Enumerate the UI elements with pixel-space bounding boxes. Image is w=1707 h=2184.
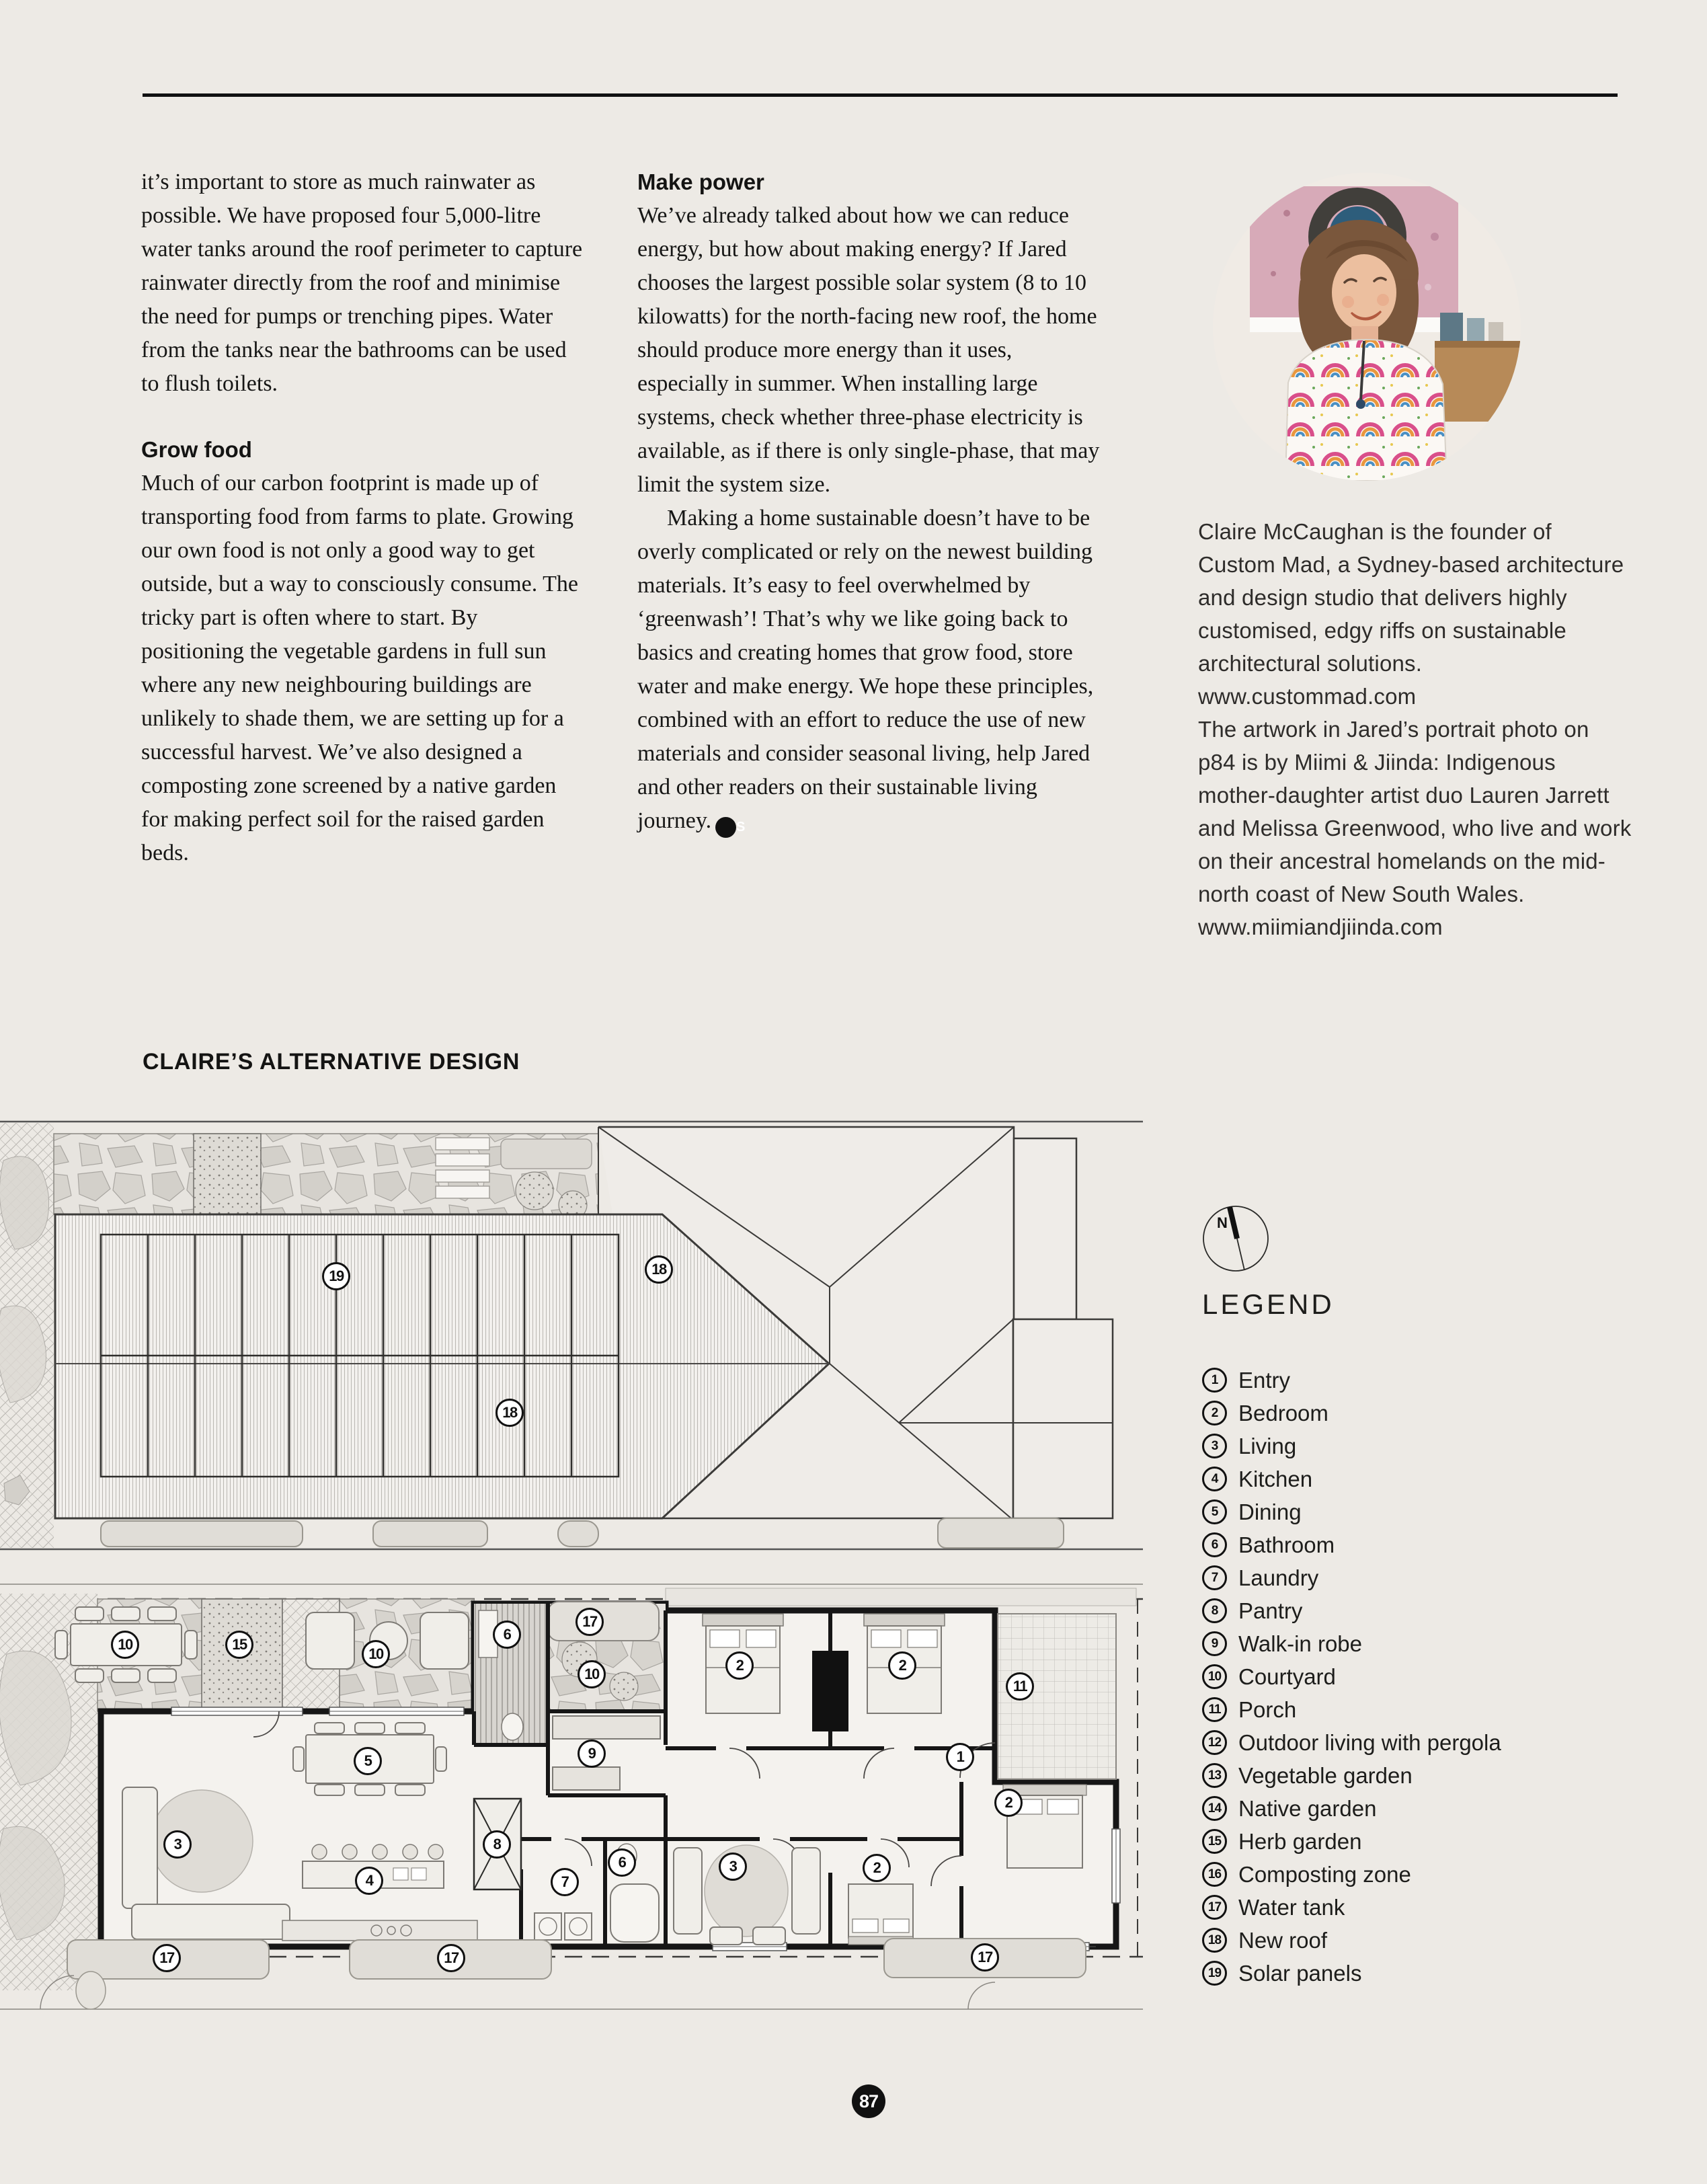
plan-marker-19: 19 bbox=[322, 1262, 350, 1290]
legend-item-laundry bbox=[1202, 1561, 1673, 1594]
page-number-badge: 87 bbox=[852, 2084, 885, 2118]
legend-item-new-roof bbox=[1202, 1924, 1673, 1957]
legend-number-badge: 13 bbox=[1202, 1763, 1227, 1788]
roof-plan bbox=[0, 1107, 1143, 1560]
legend-item-courtyard bbox=[1202, 1660, 1673, 1693]
article-column-1 bbox=[141, 165, 584, 870]
legend-number-badge: 15 bbox=[1202, 1829, 1227, 1854]
legend-item-vegetable-garden bbox=[1202, 1759, 1673, 1792]
plan-marker-8: 8 bbox=[483, 1830, 511, 1859]
legend-title: LEGEND bbox=[1202, 1288, 1335, 1320]
plan-marker-18: 18 bbox=[495, 1399, 524, 1427]
legend-label: Kitchen bbox=[1238, 1466, 1313, 1491]
plan-marker-2: 2 bbox=[994, 1789, 1023, 1817]
legend-number-badge: 10 bbox=[1202, 1664, 1227, 1689]
legend-label: Native garden bbox=[1238, 1795, 1377, 1821]
plan-marker-4: 4 bbox=[355, 1867, 383, 1895]
legend-number-badge: 18 bbox=[1202, 1928, 1227, 1953]
legend-label: Courtyard bbox=[1238, 1664, 1336, 1689]
legend-number-badge: 2 bbox=[1202, 1401, 1227, 1426]
plan-marker-10: 10 bbox=[111, 1631, 139, 1659]
legend-label: Porch bbox=[1238, 1696, 1297, 1722]
plan-marker-6: 6 bbox=[493, 1621, 521, 1649]
legend-label: Herb garden bbox=[1238, 1828, 1362, 1854]
legend-number-badge: 3 bbox=[1202, 1434, 1227, 1458]
heading-grow-food: Grow food bbox=[141, 437, 252, 462]
plan-marker-17: 17 bbox=[575, 1608, 604, 1636]
legend-number-badge: 16 bbox=[1202, 1862, 1227, 1887]
heading-make-power: Make power bbox=[637, 169, 764, 194]
legend-number-badge: 14 bbox=[1202, 1796, 1227, 1821]
legend-label: Entry bbox=[1238, 1367, 1291, 1393]
plan-marker-10: 10 bbox=[362, 1640, 390, 1668]
legend-item-outdoor-living-with-pergola bbox=[1202, 1726, 1673, 1759]
paragraph-grow-food: Much of our carbon footprint is made up of transporting food from farms to plate. Growing our own food is not only a good way to get outside, but a way to consciously consume. The tricky part is often where to start. By positioning the vegetable gardens in full sun where any new neighbouring buildings are unlikely to shade them, we are setting up for a successful harvest. We’ve also designed a composting zone screened by a native garden for making perfect soil for the raised garden beds. bbox=[141, 471, 578, 865]
compass-north-label: N bbox=[1217, 1214, 1228, 1231]
legend-label: Vegetable garden bbox=[1238, 1762, 1413, 1788]
legend-label: Pantry bbox=[1238, 1598, 1303, 1623]
plan-marker-2: 2 bbox=[863, 1854, 891, 1882]
legend-item-herb-garden bbox=[1202, 1825, 1673, 1858]
legend-item-porch bbox=[1202, 1693, 1673, 1726]
legend-item-solar-panels bbox=[1202, 1957, 1673, 1990]
legend-item-native-garden bbox=[1202, 1792, 1673, 1825]
claire-portrait-photo bbox=[1213, 173, 1521, 481]
paragraph-rainwater: it’s important to store as much rainwater as possible. We have proposed four 5,000-litre water tanks around the roof perimeter to capture rainwater directly from the roof and minimise the need for pumps or trenching pipes. Water from the tanks near the bathrooms can be used to flush toilets. bbox=[141, 169, 583, 396]
legend-item-walk-in-robe bbox=[1202, 1627, 1673, 1660]
paragraph-make-power: We’ve already talked about how we can reduce energy, but how about making energy? If Jared chooses the largest possible solar system (8 to 10 kilowatts) for the north-facing new roof, the home should produce more energy than it uses, especially in summer. When installing large systems, check whether three-phase electricity is available, as if there is only single-phase, that may limit the system size. bbox=[637, 203, 1100, 497]
legend-list bbox=[1202, 1364, 1673, 1990]
legend-number-badge: 11 bbox=[1202, 1697, 1227, 1722]
legend-item-bedroom bbox=[1202, 1397, 1673, 1430]
legend-number-badge: 9 bbox=[1202, 1631, 1227, 1656]
legend-number-badge: 8 bbox=[1202, 1598, 1227, 1623]
legend-label: Dining bbox=[1238, 1499, 1302, 1524]
legend-number-badge: 5 bbox=[1202, 1499, 1227, 1524]
plan-marker-15: 15 bbox=[225, 1631, 253, 1659]
legend-label: Outdoor living with pergola bbox=[1238, 1729, 1501, 1755]
legend-item-living bbox=[1202, 1430, 1673, 1462]
legend-label: Composting zone bbox=[1238, 1861, 1411, 1887]
bio-paragraph: Claire McCaughan is the founder of Custom Mad, a Sydney-based architecture and design studio that delivers highly customised, edgy riffs on sustainable architectural solutions. www.custommad.com bbox=[1198, 519, 1624, 709]
legend-label: Laundry bbox=[1238, 1565, 1319, 1590]
legend-number-badge: 19 bbox=[1202, 1961, 1227, 1986]
legend-number-badge: 4 bbox=[1202, 1467, 1227, 1491]
legend-number-badge: 7 bbox=[1202, 1565, 1227, 1590]
plan-marker-18: 18 bbox=[645, 1255, 673, 1284]
legend-label: New roof bbox=[1238, 1927, 1328, 1953]
plan-marker-5: 5 bbox=[354, 1747, 382, 1775]
legend-item-dining bbox=[1202, 1495, 1673, 1528]
article-column-2 bbox=[637, 165, 1108, 838]
floor-plan bbox=[0, 1573, 1143, 2017]
plan-marker-9: 9 bbox=[578, 1740, 606, 1768]
legend-number-badge: 12 bbox=[1202, 1730, 1227, 1755]
sidebar-bio bbox=[1198, 515, 1632, 943]
legend-label: Bathroom bbox=[1238, 1532, 1335, 1557]
floor-plan-markers bbox=[0, 1573, 1143, 2017]
legend-label: Water tank bbox=[1238, 1894, 1345, 1920]
legend-number-badge: 6 bbox=[1202, 1532, 1227, 1557]
legend-item-pantry bbox=[1202, 1594, 1673, 1627]
top-rule bbox=[143, 93, 1618, 97]
plan-marker-2: 2 bbox=[888, 1651, 916, 1680]
plan-marker-10: 10 bbox=[578, 1660, 606, 1688]
legend-item-composting-zone bbox=[1202, 1858, 1673, 1891]
roof-plan-markers bbox=[0, 1107, 1143, 1560]
plan-marker-11: 11 bbox=[1006, 1672, 1034, 1701]
plan-section-title: CLAIRE’S ALTERNATIVE DESIGN bbox=[143, 1049, 520, 1075]
legend-item-kitchen bbox=[1202, 1462, 1673, 1495]
legend-item-entry bbox=[1202, 1364, 1673, 1397]
north-compass-icon bbox=[1201, 1204, 1271, 1277]
paragraph-sustainable bbox=[637, 502, 1108, 838]
portrait-illustration bbox=[1213, 173, 1521, 481]
legend-label: Living bbox=[1238, 1433, 1297, 1458]
plan-marker-6: 6 bbox=[608, 1848, 636, 1877]
paragraph-sustainable-text: Making a home sustainable doesn’t have to be overly complicated or rely on the newest building materials. It’s easy to feel overwhelmed by ‘greenwash’! That’s why we like going back to basics and creating homes that grow food, store water and make energy. We hope these principles, combined with an effort to reduce the use of new materials and consider seasonal living, help Jared and other readers on their sustainable living journey. bbox=[637, 506, 1094, 833]
plan-marker-17: 17 bbox=[437, 1944, 465, 1972]
artwork-credit-paragraph: The artwork in Jared’s portrait photo on p84 is by Miimi & Jiinda: Indigenous mother-daughter artist duo Lauren Jarrett and Melissa Greenwood, who live and work on their ancestral homelands on the mid-north coast of New South Wales. www.miimiandjiinda.com bbox=[1198, 717, 1632, 939]
legend-item-bathroom bbox=[1202, 1528, 1673, 1561]
plan-marker-2: 2 bbox=[725, 1651, 754, 1680]
legend-label: Bedroom bbox=[1238, 1400, 1328, 1426]
legend-number-badge: 17 bbox=[1202, 1895, 1227, 1920]
legend-number-badge: 1 bbox=[1202, 1368, 1227, 1393]
end-mark-icon: S bbox=[715, 817, 736, 838]
plan-marker-7: 7 bbox=[551, 1868, 579, 1896]
plan-marker-17: 17 bbox=[153, 1944, 181, 1972]
plan-marker-3: 3 bbox=[719, 1852, 747, 1881]
plan-marker-17: 17 bbox=[971, 1943, 999, 1972]
legend-item-water-tank bbox=[1202, 1891, 1673, 1924]
legend-label: Walk-in robe bbox=[1238, 1631, 1362, 1656]
legend-label: Solar panels bbox=[1238, 1960, 1362, 1986]
plan-marker-3: 3 bbox=[163, 1830, 192, 1859]
plan-marker-1: 1 bbox=[946, 1743, 974, 1771]
